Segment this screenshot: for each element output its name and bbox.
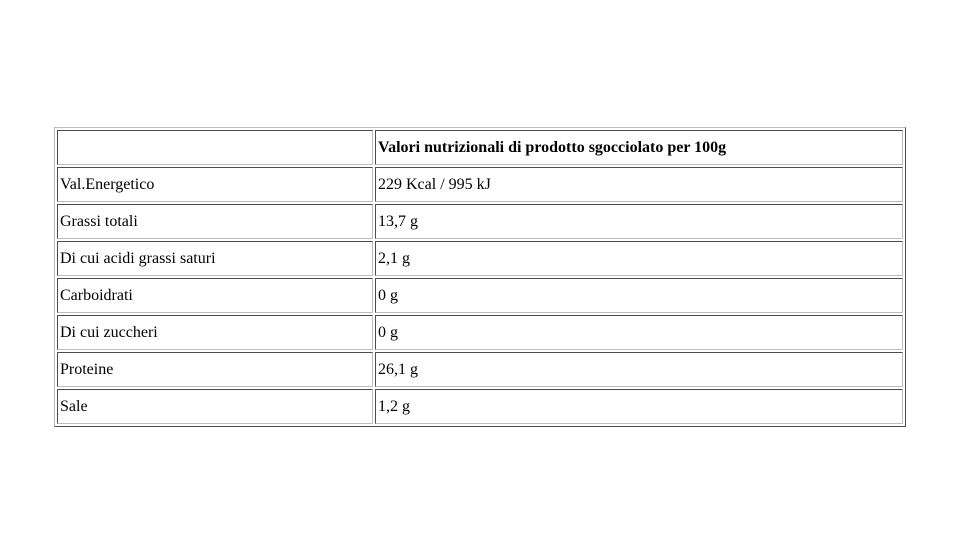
nutrition-table bbox=[54, 127, 906, 427]
table-row bbox=[57, 204, 903, 239]
nutrient-value: 229 Kcal / 995 kJ bbox=[375, 167, 903, 202]
nutrient-value: 1,2 g bbox=[375, 389, 903, 424]
nutrient-label: Sale bbox=[57, 389, 373, 424]
nutrient-label: Grassi totali bbox=[57, 204, 373, 239]
table-row bbox=[57, 315, 903, 350]
table-header-row bbox=[57, 130, 903, 165]
nutrient-value: 13,7 g bbox=[375, 204, 903, 239]
table-row bbox=[57, 278, 903, 313]
table-row bbox=[57, 241, 903, 276]
nutrient-label: Di cui acidi grassi saturi bbox=[57, 241, 373, 276]
nutrient-value: 0 g bbox=[375, 315, 903, 350]
header-label-cell bbox=[57, 130, 373, 165]
nutrient-value: 0 g bbox=[375, 278, 903, 313]
table-row bbox=[57, 352, 903, 387]
header-value-cell: Valori nutrizionali di prodotto sgocciolato per 100g bbox=[375, 130, 903, 165]
nutrient-label: Di cui zuccheri bbox=[57, 315, 373, 350]
nutrient-value: 26,1 g bbox=[375, 352, 903, 387]
table-row bbox=[57, 389, 903, 424]
nutrient-label: Proteine bbox=[57, 352, 373, 387]
nutrient-value: 2,1 g bbox=[375, 241, 903, 276]
table-row bbox=[57, 167, 903, 202]
nutrient-label: Val.Energetico bbox=[57, 167, 373, 202]
nutrient-label: Carboidrati bbox=[57, 278, 373, 313]
